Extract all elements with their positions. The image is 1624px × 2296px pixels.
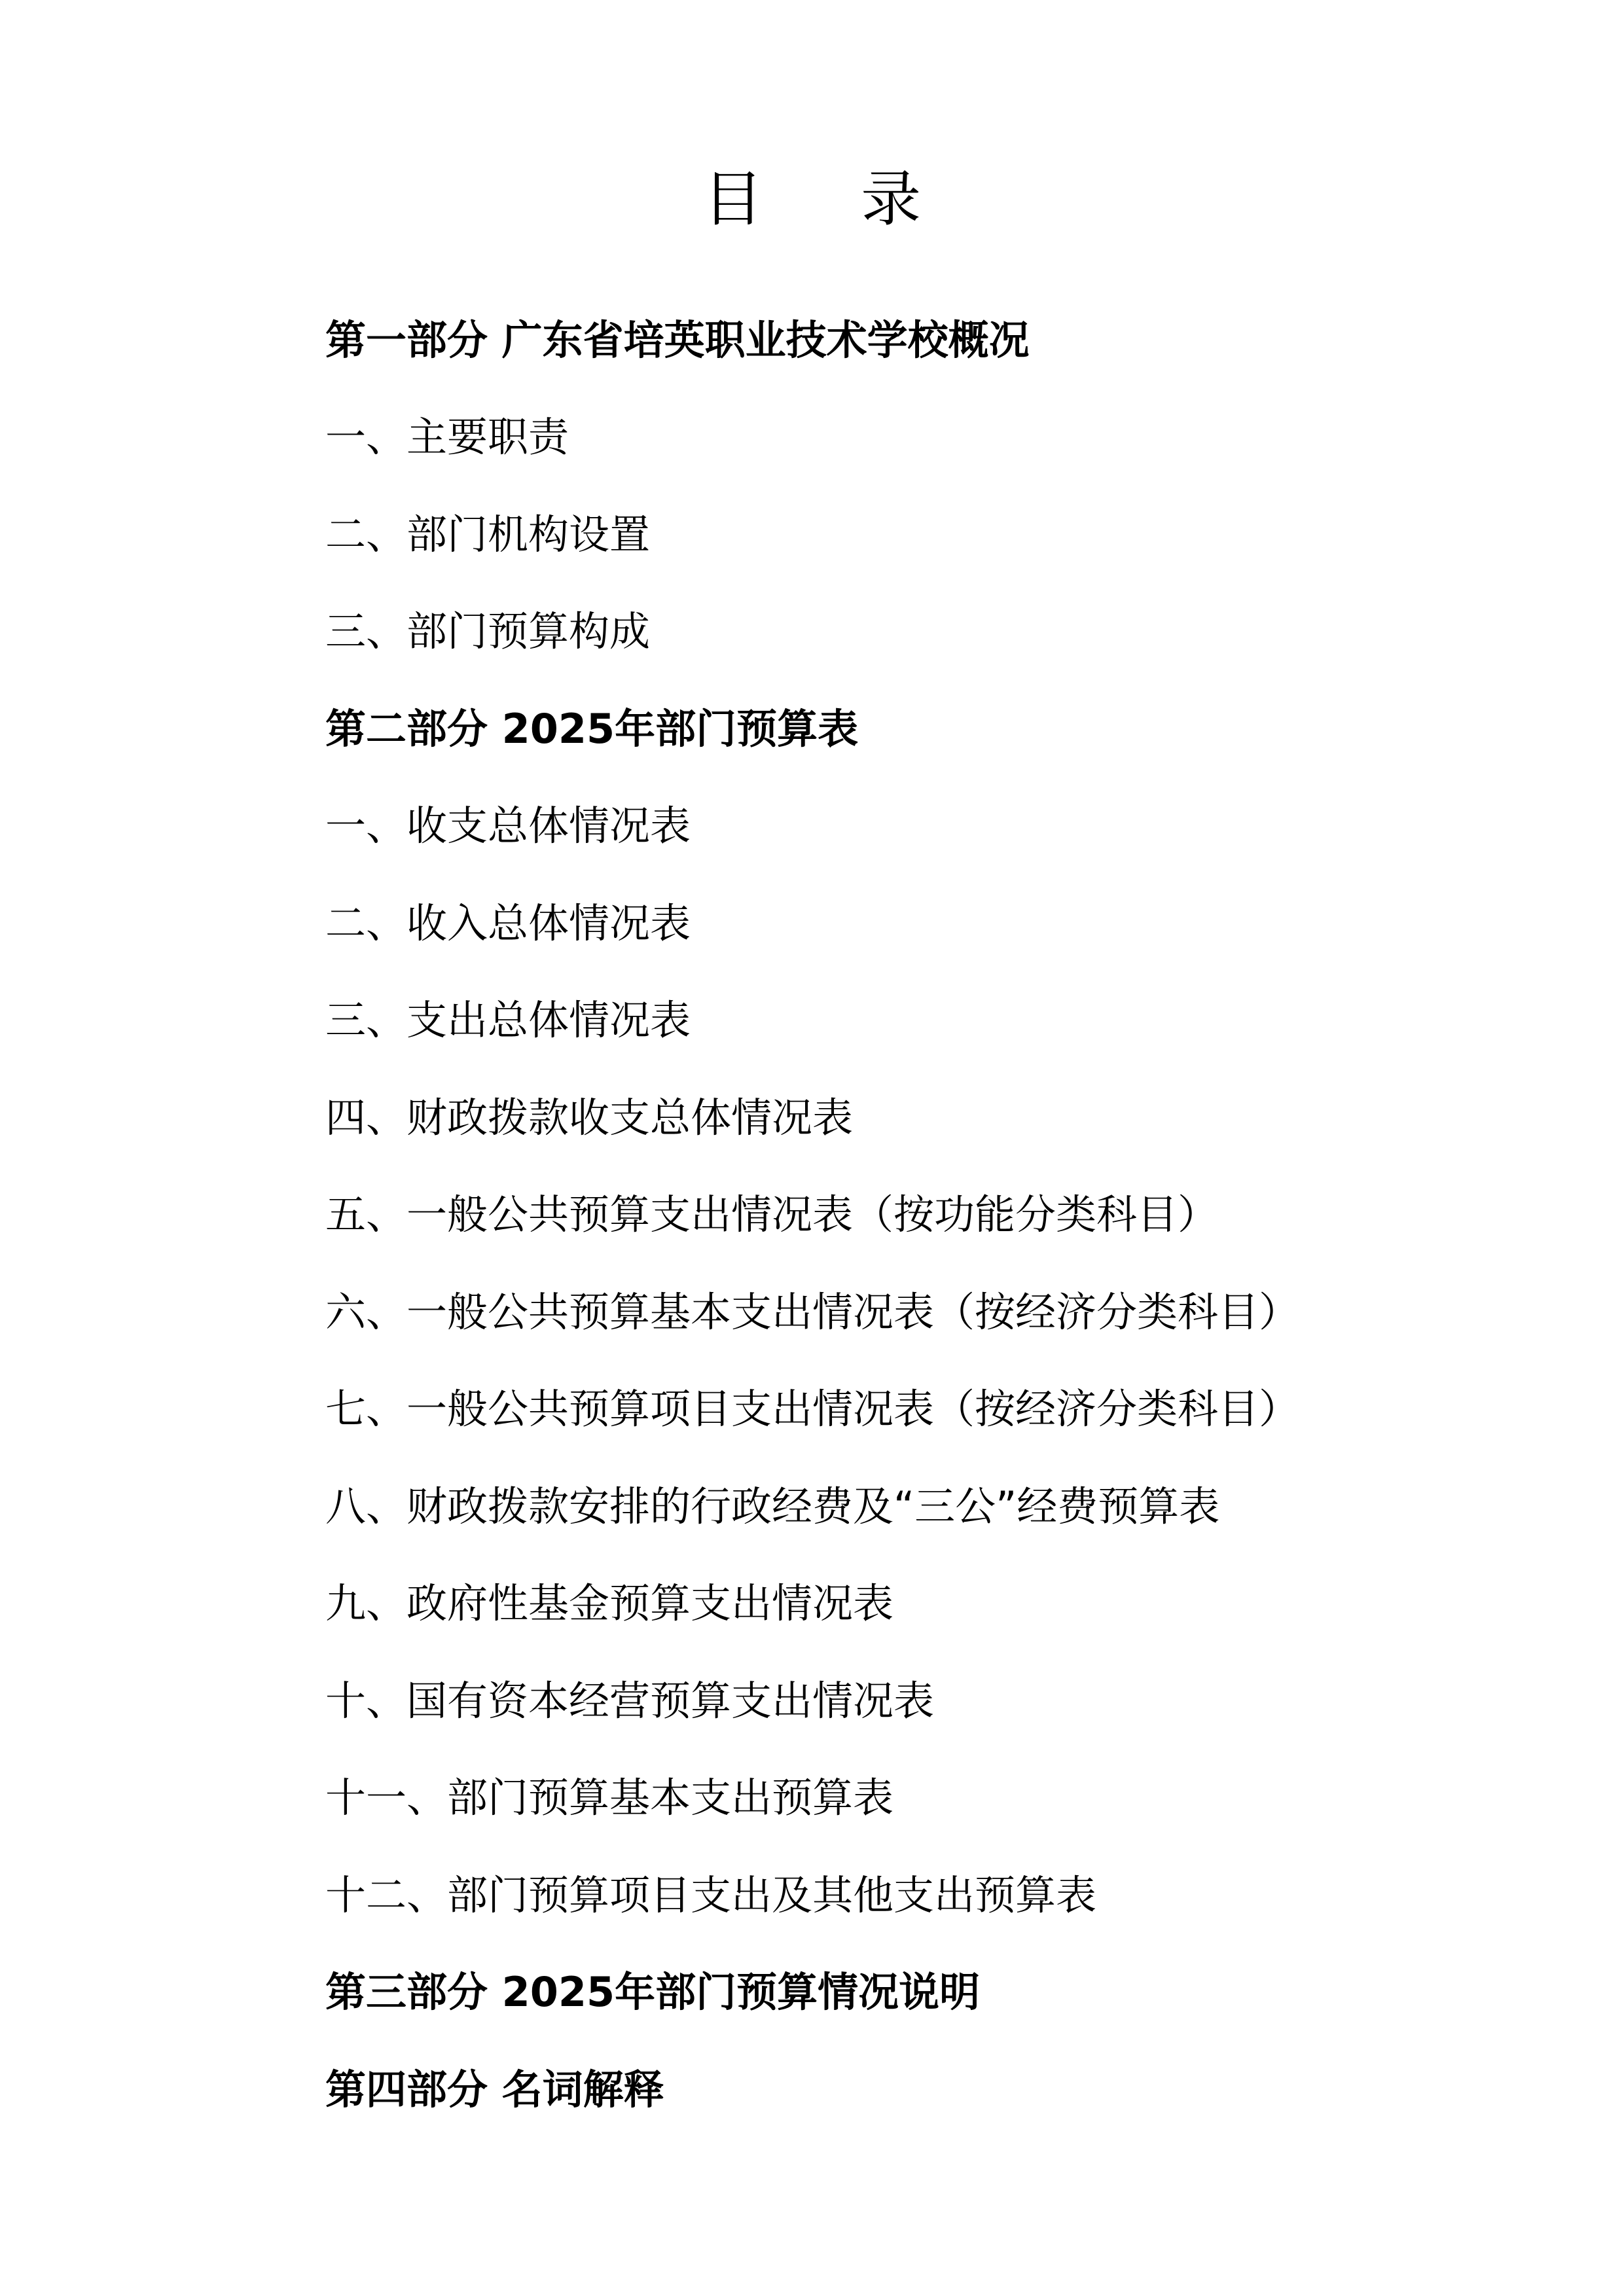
table-of-contents xyxy=(325,288,1569,2135)
toc-part-2[interactable]: 第二部分 2025年部门预算表 xyxy=(325,704,859,753)
toc-item-department-structure[interactable]: 二、部门机构设置 xyxy=(325,510,651,558)
toc-item-state-capital[interactable]: 十、国有资本经营预算支出情况表 xyxy=(325,1676,935,1725)
toc-item-basic-expense-budget[interactable]: 十一、部门预算基本支出预算表 xyxy=(325,1774,894,1822)
toc-item-general-budget-functional[interactable]: 五、一般公共预算支出情况表（按功能分类科目） xyxy=(325,1191,1219,1239)
toc-part-4[interactable]: 第四部分 名词解释 xyxy=(325,2065,664,2113)
toc-title: 目 录 xyxy=(702,164,961,234)
toc-item-main-duties[interactable]: 一、主要职责 xyxy=(325,413,569,461)
toc-item-admin-and-three-public[interactable]: 八、财政拨款安排的行政经费及“三公”经费预算表 xyxy=(325,1482,1220,1530)
toc-part-1[interactable]: 第一部分 广东省培英职业技术学校概况 xyxy=(325,315,1030,364)
toc-item-project-expense-budget[interactable]: 十二、部门预算项目支出及其他支出预算表 xyxy=(325,1871,1097,1919)
toc-item-general-budget-project[interactable]: 七、一般公共预算项目支出情况表（按经济分类科目） xyxy=(325,1385,1300,1433)
toc-item-general-budget-basic[interactable]: 六、一般公共预算基本支出情况表（按经济分类科目） xyxy=(325,1287,1300,1336)
toc-item-government-fund[interactable]: 九、政府性基金预算支出情况表 xyxy=(325,1579,894,1628)
toc-part-3[interactable]: 第三部分 2025年部门预算情况说明 xyxy=(325,1968,981,2017)
toc-item-fiscal-appropriation[interactable]: 四、财政拨款收支总体情况表 xyxy=(325,1093,854,1141)
toc-item-expense-overview[interactable]: 三、支出总体情况表 xyxy=(325,996,691,1045)
toc-item-income-overview[interactable]: 二、收入总体情况表 xyxy=(325,899,691,947)
toc-item-budget-composition[interactable]: 三、部门预算构成 xyxy=(325,607,651,656)
toc-item-income-expense-overview[interactable]: 一、收支总体情况表 xyxy=(325,802,691,850)
